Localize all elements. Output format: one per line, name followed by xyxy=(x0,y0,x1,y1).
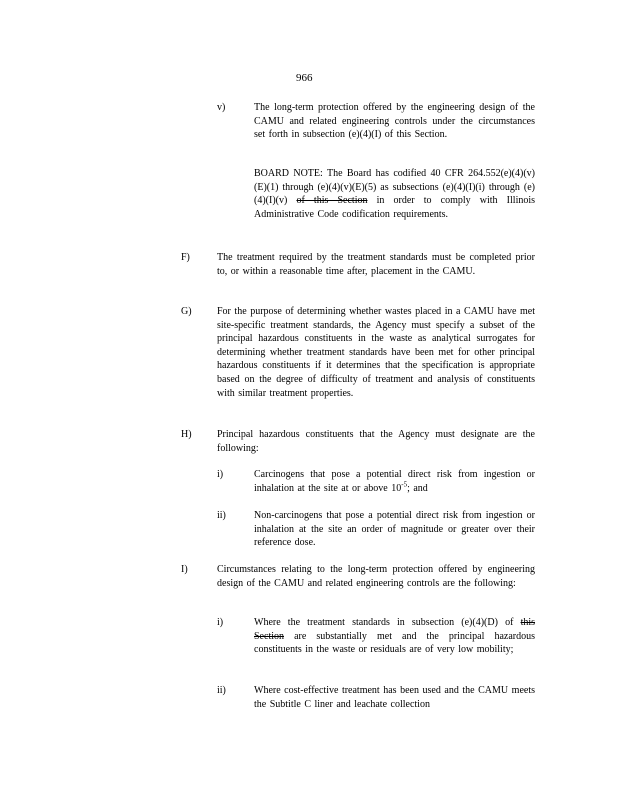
item-H-ii-label: ii) xyxy=(217,510,226,521)
board-note-text-a: BOARD NOTE: The Board has codified 40 CFR 264.552(e)(4)(v)(E)(1) through (e)(4)(v)(E)(5) as subsections (e)(4)(I)(i) through (e)(4)(I)(v) xyxy=(254,168,535,207)
item-H-text: Principal hazardous constituents that the Agency must designate are the following: xyxy=(217,429,535,454)
item-I-i-strikethrough: this Section xyxy=(254,617,536,642)
item-G-text: For the purpose of determining whether wastes placed in a CAMU have met site-specific treatment standards, the Agency must specify a subset of the principal hazardous constituents in the waste as analytical surrogates for determining whether treatment standards have been met for other principal hazardous constituents if it determines that the specification is appropriate based on the degree of difficulty of treatment and analysis of constituents with similar treatment properties. xyxy=(217,306,535,399)
board-note-strikethrough: of this Section xyxy=(296,195,368,207)
item-G-label: G) xyxy=(181,306,192,317)
item-H-label: H) xyxy=(181,429,192,440)
item-I-label: I) xyxy=(181,564,188,575)
item-v-text: The long-term protection offered by the engineering design of the CAMU and related engineering controls under the circumstances set forth in subsection (e)(4)(I) of this Section. xyxy=(254,102,535,141)
page-number: 966 xyxy=(296,72,313,84)
item-F-text: The treatment required by the treatment standards must be completed prior to, or within a reasonable time after, placement in the CAMU. xyxy=(217,252,535,277)
item-H-i-label: i) xyxy=(217,469,224,480)
board-note-text-b: in order to comply with Illinois Administrative Code codification requirements. xyxy=(254,195,536,220)
item-H-i-text-a: Carcinogens that pose a potential direct risk from ingestion or inhalation at the site at or above 10 xyxy=(254,469,535,494)
item-I-ii-label: ii) xyxy=(217,685,226,696)
item-H-ii-text: Non-carcinogens that pose a potential direct risk from ingestion or inhalation at the site an order of magnitude or greater over their reference dose. xyxy=(254,510,535,549)
item-v-label: v) xyxy=(217,102,226,113)
item-H-i-text-b: ; and xyxy=(407,482,428,494)
item-I-text: Circumstances relating to the long-term protection offered by engineering design of the CAMU and related engineering controls are the following: xyxy=(217,564,535,589)
item-I-i-text xyxy=(254,616,535,657)
item-F-label: F) xyxy=(181,252,190,263)
item-H-i-text xyxy=(254,468,535,495)
item-H-i-exponent: -5 xyxy=(401,480,408,489)
item-I-i-text-a: Where the treatment standards in subsection (e)(4)(D) of xyxy=(254,617,514,628)
item-I-i-text-b: are substantially met and the principal hazardous constituents in the waste or residuals are of very low mobility; xyxy=(254,630,535,656)
item-I-i-label: i) xyxy=(217,617,224,628)
item-I-ii-text: Where cost-effective treatment has been used and the CAMU meets the Subtitle C liner and leachate collection xyxy=(254,685,535,710)
board-note xyxy=(254,167,535,221)
